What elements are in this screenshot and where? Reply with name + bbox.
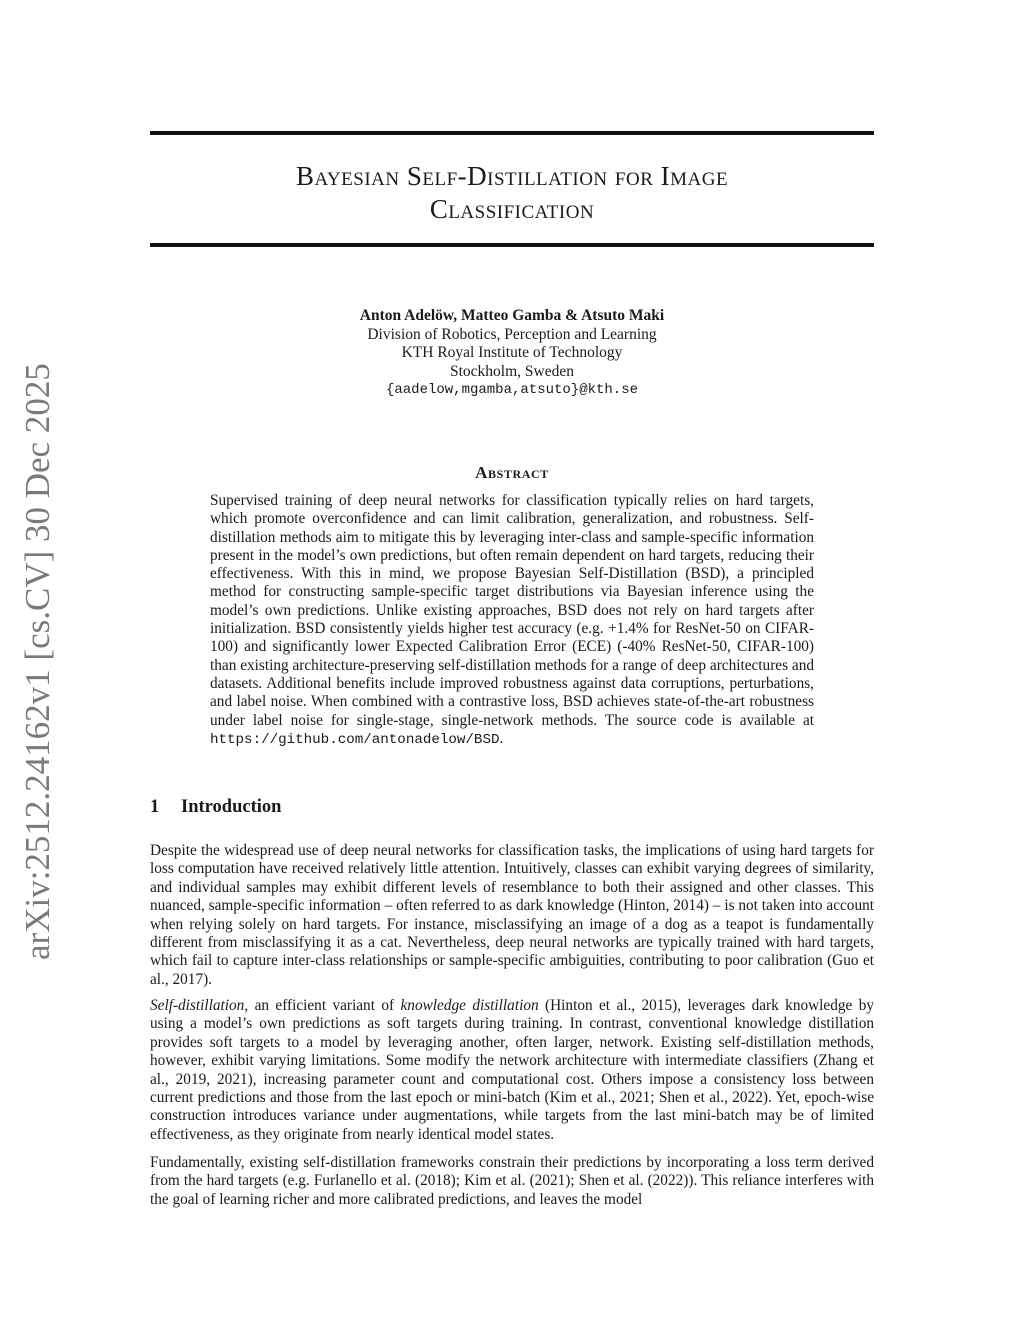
author-location: Stockholm, Sweden (450, 362, 574, 380)
title-rule-bottom (150, 243, 874, 247)
title-line-2: Classification (429, 194, 595, 224)
title-rule-top (150, 131, 874, 135)
abstract-heading: Abstract (475, 463, 549, 482)
author-block (150, 307, 874, 400)
author-names: Anton Adelöw, Matteo Gamba & Atsuto Maki (359, 307, 665, 324)
abstract-text: Supervised training of deep neural networks for classification typically relies on hard targets, which promote overconfidence and can limit calibration, generalization, and robustness. Self-distillation methods aim to mitigate this by leveraging inter-class and sample-specific information present in the model’s own predictions, but often remain dependent on hard targets, reducing their effectiveness. With this in mind, we propose Bayesian Self-Distillation (BSD), a principled method for constructing sample-specific target distributions via Bayesian inference using the model’s own predictions. Unlike existing approaches, BSD does not rely on hard targets after initialization. BSD consistently yields higher test accuracy (e.g. +1.4% for ResNet-50 on CIFAR-100) and significantly lower Expected Calibration Error (ECE) (-40% ResNet-50, CIFAR-100) than existing architecture-preserving self-distillation methods for a range of deep architectures and datasets. Additional benefits include improved robustness against data corruptions, perturbations, and label noise. When combined with a contrastive loss, BSD achieves state-of-the-art robustness under label noise for single-stage, single-network methods. The source code is available at (210, 492, 814, 729)
author-department: Division of Robotics, Perception and Learning (367, 325, 657, 343)
section-title: Introduction (181, 797, 282, 817)
p2-segment-b: (Hinton et al., 2015), leverages dark knowledge by using a model’s own predictions as soft targets during training. In contrast, conventional knowledge distillation provides soft targets to a model by leveraging another, often larger, network. Existing self-distillation methods, however, exhibit varying limitations. Some modify the network architecture with intermediate classifiers (Zhang et al., 2019, 2021), increasing parameter count and computational cost. Others impose a consistency loss between current predictions and those from the last epoch or mini-batch (Kim et al., 2021; Shen et al., 2022). Yet, epoch-wise construction introduces variance under augmentations, while targets from the last mini-batch may be of limited effectiveness, as they originate from nearly identical model states. (150, 997, 874, 1143)
title-line-1: Bayesian Self-Distillation for Image (295, 161, 729, 191)
term-self-distillation: Self-distillation (150, 997, 245, 1014)
intro-paragraph-2 (150, 997, 874, 1144)
section-number: 1 (150, 797, 160, 817)
author-email: {aadelow,mgamba,atsuto}@kth.se (385, 382, 639, 398)
abstract-end: . (499, 729, 504, 747)
intro-paragraph-1: Despite the widespread use of deep neural networks for classification tasks, the implications of using hard targets for loss computation have received relatively little attention. Intuitively, classes can exhibit varying degrees of similarity, and individual samples may exhibit different levels of resemblance to both their assigned and other classes. This nuanced, sample-specific information – often referred to as dark knowledge (Hinton, 2014) – is not taken into account when relying solely on hard targets. For instance, misclassifying an image of a dog as a teapot is fundamentally different from misclassifying it as a cat. Nevertheless, deep neural networks are typically trained with hard targets, which fail to capture inter-class relationships or sample-specific ambiguities, contributing to poor calibration (Guo et al., 2017). (150, 842, 874, 988)
intro-paragraph-3: Fundamentally, existing self-distillation frameworks constrain their predictions by incorporating a loss term derived from the hard targets (e.g. Furlanello et al. (2018); Kim et al. (2021); Shen et al. (2022)). This reliance interferes with the goal of learning richer and more calibrated predictions, and leaves the model (150, 1154, 874, 1208)
source-code-link[interactable]: https://github.com/antonadelow/BSD (210, 731, 500, 748)
p2-segment-a: , an efficient variant of (244, 997, 401, 1014)
arxiv-stamp: arXiv:2512.24162v1 [cs.CV] 30 Dec 2025 (18, 363, 57, 960)
author-institution: KTH Royal Institute of Technology (401, 344, 623, 361)
section-heading (150, 797, 281, 818)
abstract-body (210, 492, 814, 749)
term-knowledge-distillation: knowledge distillation (400, 997, 539, 1014)
paper-title (150, 160, 874, 226)
